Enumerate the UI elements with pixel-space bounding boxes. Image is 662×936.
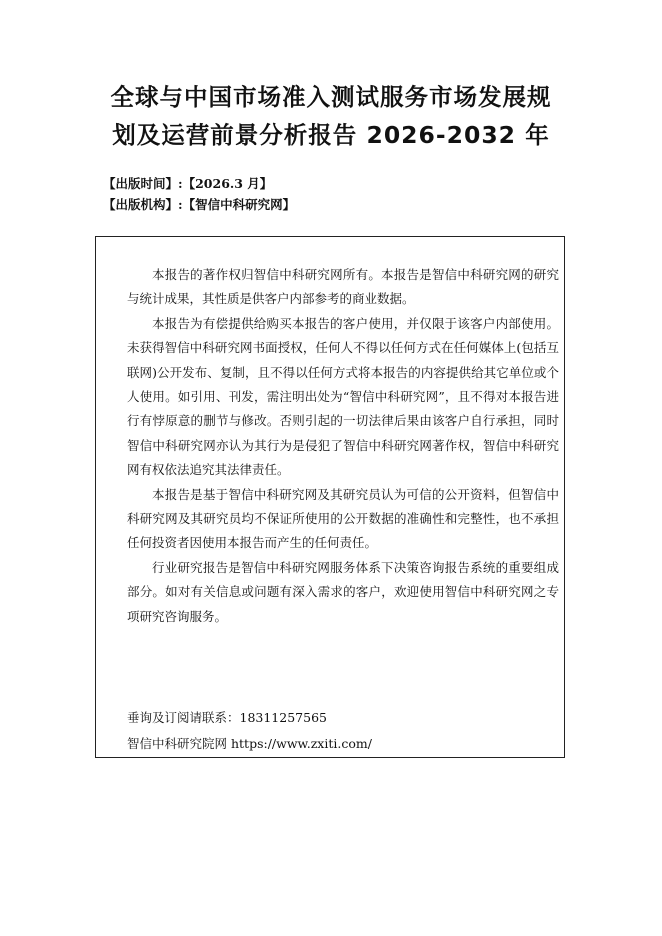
disclaimer-paragraph: 行业研究报告是智信中科研究网服务体系下决策咨询报告系统的重要组成部分。如对有关信息或问题有深入需求的客户，欢迎使用智信中科研究网之专项研究咨询服务。: [127, 559, 559, 624]
disclaimer-paragraph: 本报告是基于智信中科研究网及其研究员认为可信的公开资料，但智信中科研究网及其研究员均不保证所使用的公开数据的准确性和完整性，也不承担任何投资者因使用本报告而产生的任何责任。: [127, 486, 559, 551]
publish-time: 【出版时间】:【2026.3 月】: [103, 176, 273, 191]
title-line-2: 划及运营前景分析报告 2026-2032 年: [112, 121, 550, 149]
website-line: 智信中科研究院网 https://www.zxiti.com/: [127, 736, 372, 751]
disclaimer-paragraph: 本报告的著作权归智信中科研究网所有。本报告是智信中科研究网的研究与统计成果，其性质是供客户内部参考的商业数据。: [127, 267, 559, 307]
document-title: [95, 78, 567, 154]
disclaimer-paragraph: 本报告为有偿提供给购买本报告的客户使用，并仅限于该客户内部使用。未获得智信中科研究网书面授权，任何人不得以任何方式在任何媒体上(包括互联网)公开发布、复制，且不得以任何方式将本报告的内容提供给其它单位或个人使用。如引用、刊发，需注明出处为“智信中科研究网”，且不得对本报告进行有悖原意的删节与修改。否则引起的一切法律后果由该客户自行承担，同时智信中科研究网亦认为其行为是侵犯了智信中科研究网著作权，智信中科研究网有权依法追究其法律责任。: [127, 315, 559, 478]
publisher: 【出版机构】:【智信中科研究网】: [103, 197, 296, 212]
contact-line: 垂询及订阅请联系：18311257565: [127, 710, 327, 725]
disclaimer-text: [127, 263, 559, 629]
title-line-1: 全球与中国市场准入测试服务市场发展规: [110, 83, 552, 111]
